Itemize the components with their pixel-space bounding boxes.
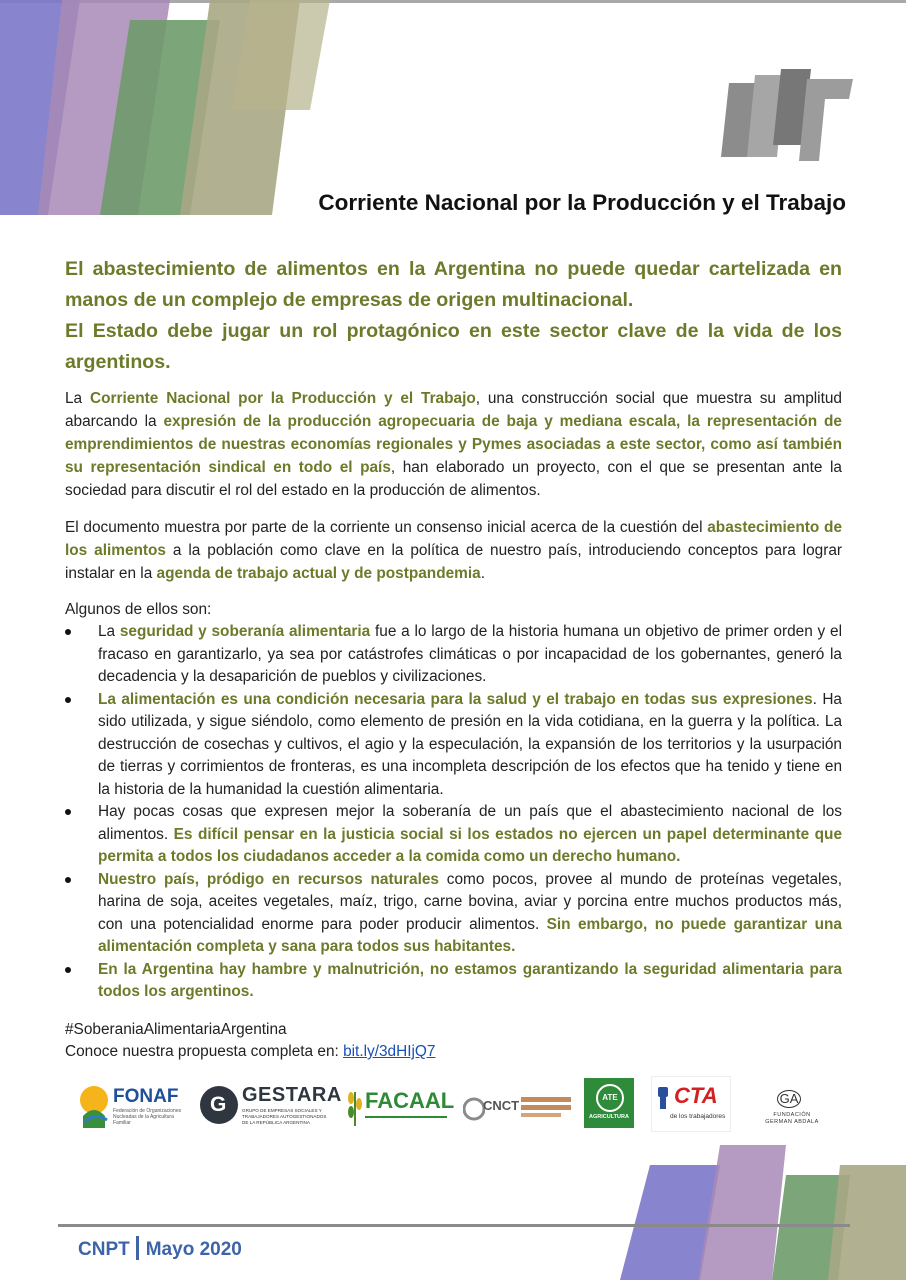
footer-separator: [136, 1236, 139, 1260]
highlight: expresión de la producción agropecuaria de baja y mediana escala, la representación de emprendimientos de nuestras economías regionales y Pymes asociadas a este sector, como así también su representación sindical en todo el país: [65, 413, 842, 476]
fonaf-logo: FONAF Federación de Organizaciones Nucleadas de la Agricultura Familiar: [75, 1072, 190, 1140]
bullet-icon: [65, 967, 71, 973]
hashtag: #SoberaniaAlimentariaArgentina: [65, 1021, 287, 1038]
proposal-link[interactable]: bit.ly/3dHIjQ7: [343, 1043, 436, 1060]
cta-logo: CTA de los trabajadores: [651, 1072, 729, 1140]
list-item: La seguridad y soberanía alimentaria fue a lo largo de la historia humana un objetivo de primer orden y el fracaso en garantizarlo, ya sea por catástrofes climáticas o por incapacidad de los gobernantes, generó la decadencia y la desaparición de pueblos y civilizaciones.: [65, 621, 842, 689]
footer-divider: [58, 1224, 850, 1227]
list-item: Nuestro país, pródigo en recursos naturales como pocos, provee al mundo de proteínas vegetales, harina de soja, aceites vegetales, maíz, trigo, carne bovina, aviar y porcina entre muchos productos más, con una potencialidad enorme para poder producir alimentos. Sin embargo, no puede garantizar una alimentación completa y sana para todos sus habitantes.: [65, 869, 842, 959]
proposal-label: Conoce nuestra propuesta completa en:: [65, 1043, 344, 1060]
list-item: Hay pocas cosas que expresen mejor la soberanía de un país que el abastecimiento nacional de los alimentos. Es difícil pensar en la justicia social si los estados no ejercen un papel determinante que permita a todos los ciudadanos acceder a la comida como un derecho humano.: [65, 801, 842, 869]
list-item: En la Argentina hay hambre y malnutrición, no estamos garantizando la seguridad alimentaria para todos los argentinos.: [65, 959, 842, 1004]
cnct-emblem-icon: [463, 1092, 485, 1126]
fist-icon: [655, 1085, 671, 1111]
footer-date: Mayo 2020: [145, 1239, 242, 1260]
list-item: La alimentación es una condición necesaria para la salud y el trabajo en todas sus expresiones. Ha sido utilizada, y sigue siéndolo, como elemento de presión en la vida cotidiana, en la guerra y la política. La destrucción de cosechas y cultivos, el agio y la especulación, la expansión de los territorios y la usurpación de tierras y corrimientos de fronteras, es una incompleta descripción de los efectos que ha tenido y tiene en la historia de la humanidad la cuestión alimentaria.: [65, 689, 842, 802]
headline-line-1: El abastecimiento de alimentos en la Argentina no puede quedar cartelizada en manos de un complejo de empresas de origen multinacional.: [65, 258, 842, 311]
paragraph-2: El documento muestra por parte de la corriente un consenso inicial acerca de la cuestión del abastecimiento de los alimentos a la población como clave en la política de nuestro país, introduciendo conceptos para lograr instalar en la agenda de trabajo actual y de postpandemia.: [65, 519, 843, 582]
bullet-icon: [65, 877, 71, 883]
facaal-logo: FACAAL: [345, 1072, 449, 1140]
org-title: Corriente Nacional por la Producción y el Trabajo: [318, 190, 846, 215]
gestara-emblem-icon: G: [200, 1086, 238, 1124]
highlight: abastecimiento de los alimentos: [65, 519, 842, 559]
fonaf-emblem-icon: [79, 1082, 109, 1132]
wheat-icon: [345, 1086, 365, 1126]
footer-org: CNPT: [78, 1239, 130, 1260]
footer-decoration: [600, 1125, 906, 1280]
headline-line-2: El Estado debe jugar un rol protagónico en este sector clave de la vida de los argentinos.: [65, 320, 842, 373]
headline: [65, 254, 842, 378]
cnct-logo: CNCT: [463, 1072, 573, 1140]
footer-links: [65, 1019, 435, 1063]
bullet-icon: [65, 809, 71, 815]
bullet-icon: [65, 697, 71, 703]
highlight: agenda de trabajo actual y de postpandemia: [156, 565, 481, 582]
paragraph-1: La Corriente Nacional por la Producción y el Trabajo, una construcción social que muestra su amplitud abarcando la expresión de la producción agropecuaria de baja y mediana escala, la representación de emprendimientos de nuestras economías regionales y Pymes asociadas a este sector, como así también su representación sindical en todo el país, han elaborado un proyecto, con el que se presentan ante la sociedad para discutir el rol del estado en la producción de alimentos.: [65, 390, 842, 499]
footer: [78, 1236, 242, 1261]
highlight: Corriente Nacional por la Producción y el Trabajo: [89, 390, 476, 407]
bullet-icon: [65, 629, 71, 635]
ate-logo: ATE AGRICULTURA: [584, 1072, 634, 1140]
list-intro: Algunos de ellos son:: [65, 601, 212, 618]
german-abdala-logo: GA FUNDACIÓN GERMAN ABDALA: [765, 1091, 819, 1125]
bullet-list: [65, 621, 842, 1004]
cnpt-logo: [715, 65, 860, 165]
header-decoration: [0, 0, 360, 215]
gestara-logo: G GESTARA GRUPO DE EMPRESAS SOCIALES Y TRABAJADORES AUTOGESTIONADOS DE LA REPÚBLICA ARGENTINA: [198, 1072, 328, 1140]
